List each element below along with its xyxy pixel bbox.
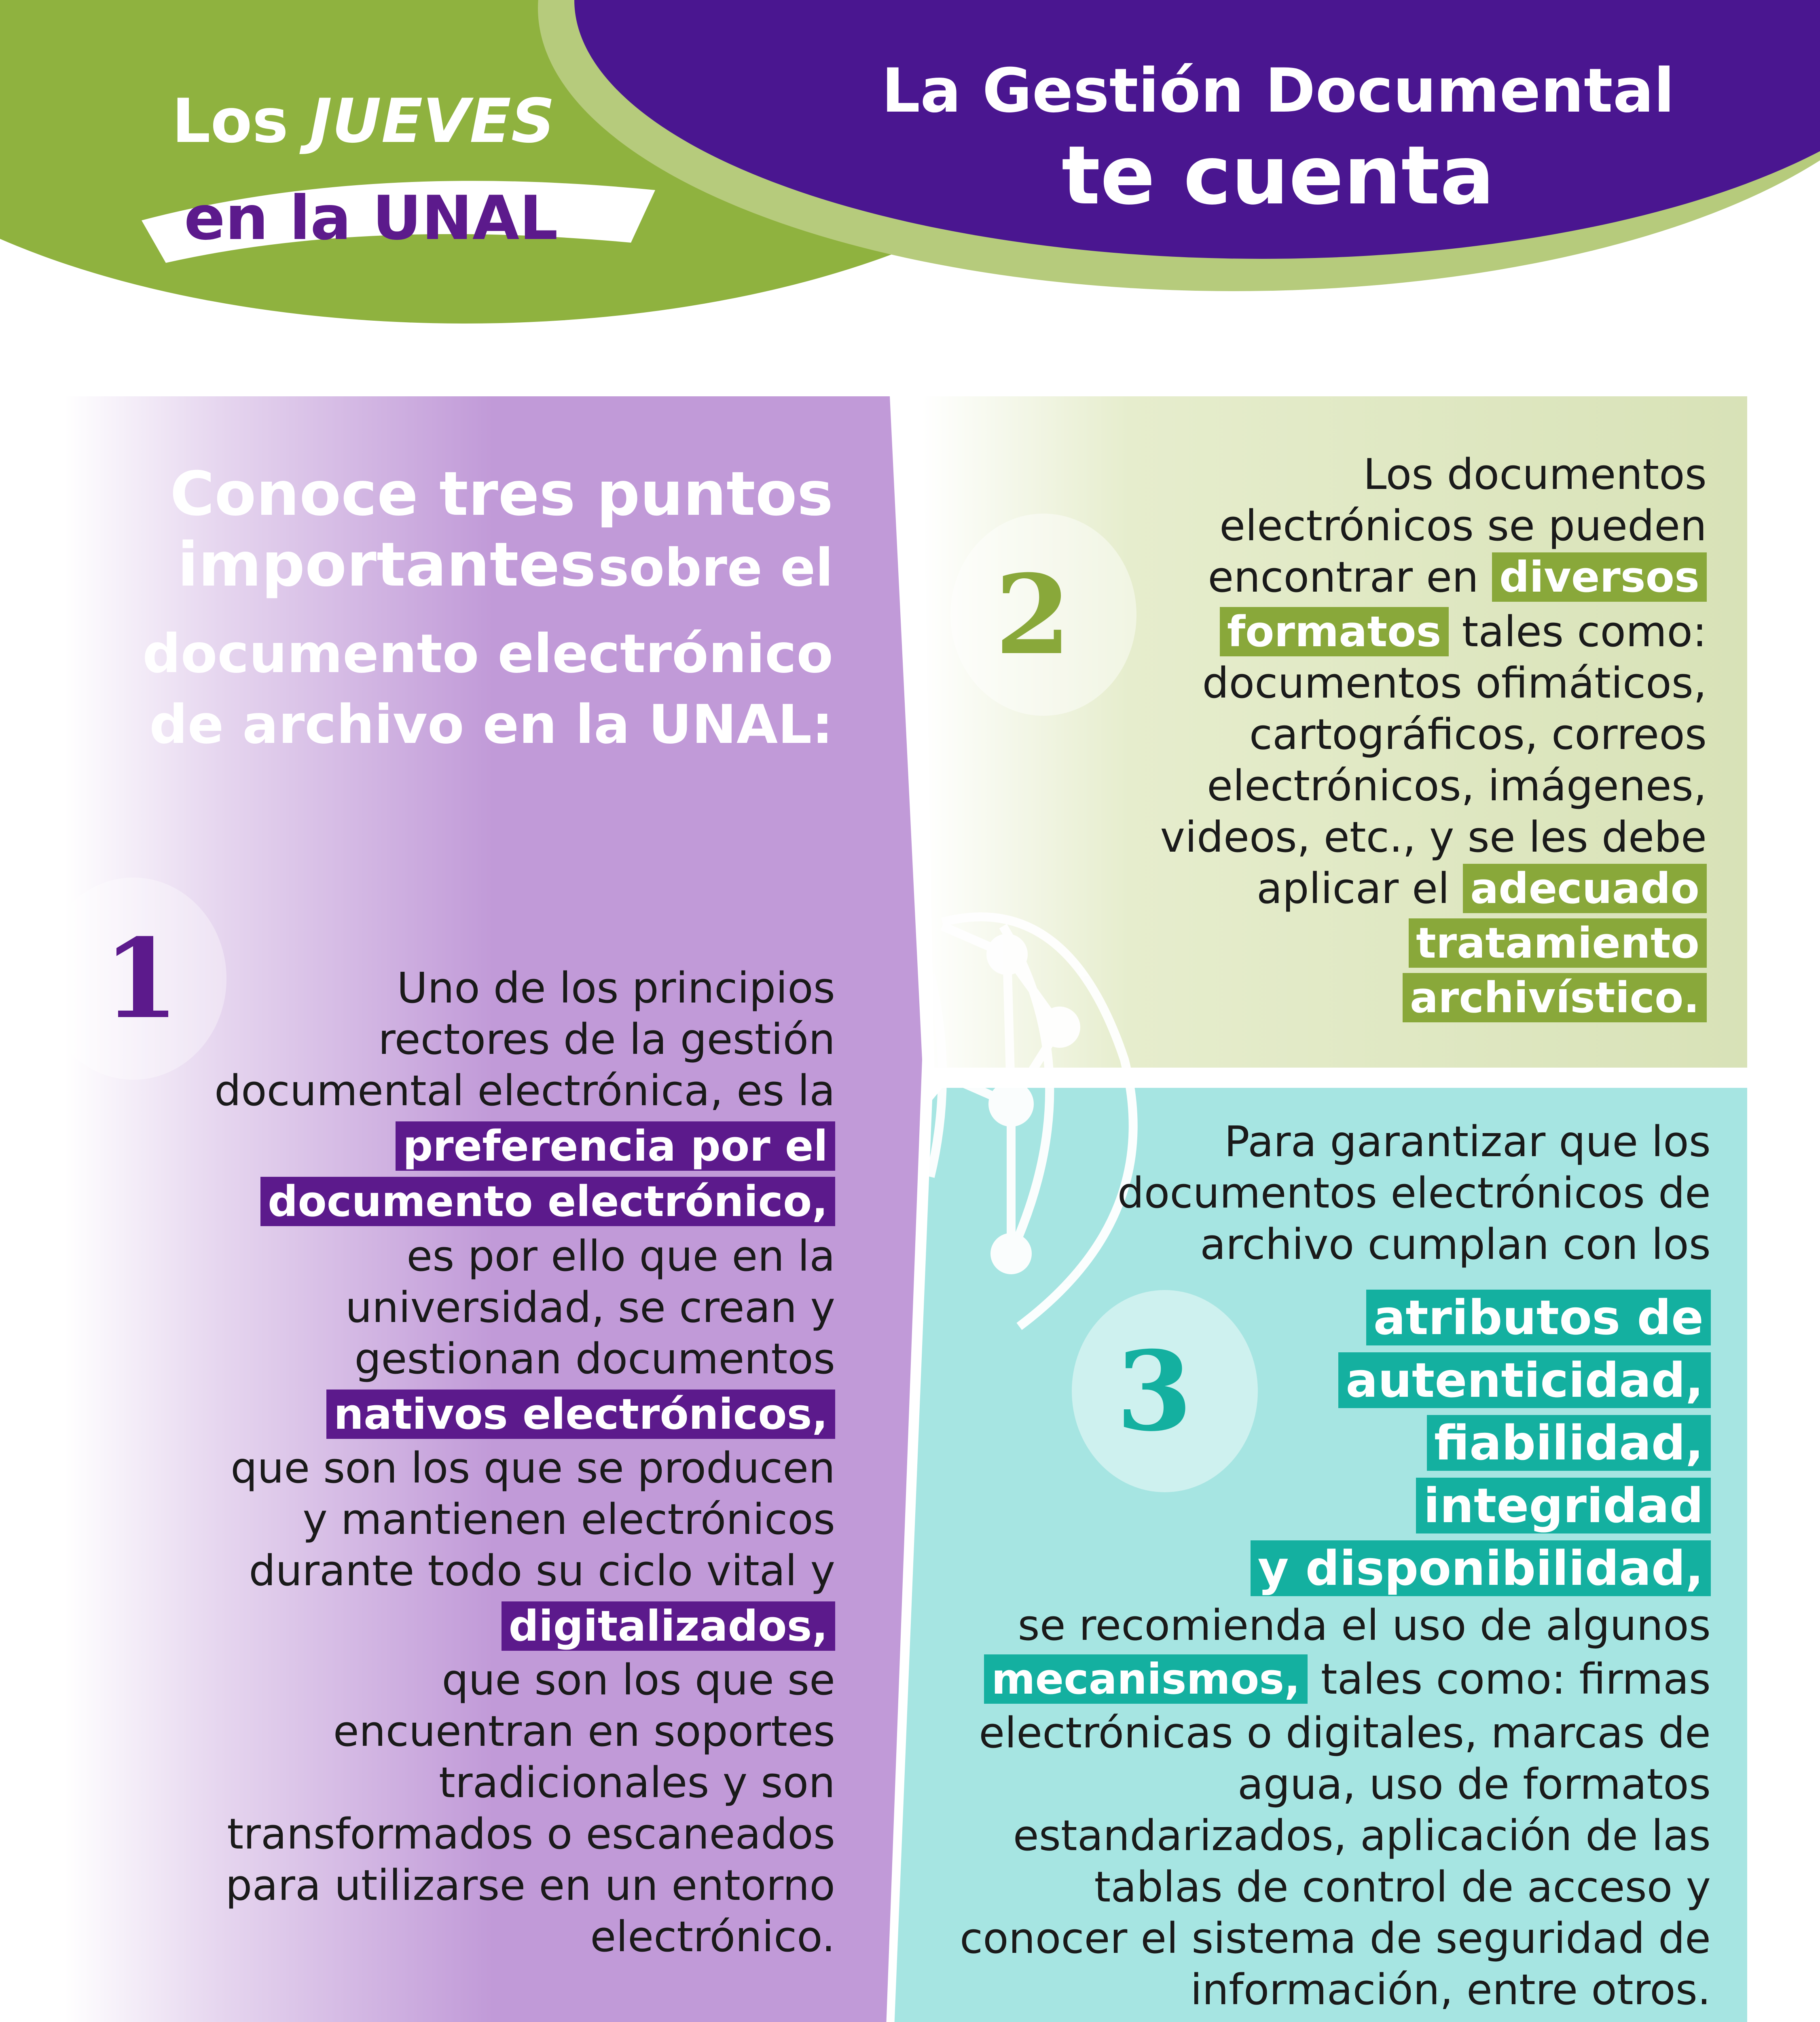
highlight-autenticidad: autenticidad, <box>1338 1352 1711 1408</box>
point2-number: 2 <box>995 550 1071 679</box>
jueves-badge <box>172 86 617 254</box>
highlight-archivistico: archivístico. <box>1403 973 1707 1022</box>
highlight-documento-electronico: documento electrónico, <box>260 1177 835 1226</box>
highlight-nativos: nativos electrónicos, <box>326 1390 835 1439</box>
point2-text: Los documentos electrónicos se pueden encontrar en diversos formatos tales como: documentos ofimáticos, cartográficos, correos electrónicos, imágenes, videos, etc., y se les debe aplicar el adecuado tratamiento archivístico. <box>1160 450 1707 1022</box>
highlight-diversos: diversos <box>1492 552 1707 602</box>
highlight-preferencia: preferencia por el <box>396 1121 835 1171</box>
intro-heading: Conoce tres puntos importantes sobre el documento electrónico de archivo en la UNAL: <box>93 459 833 760</box>
highlight-integridad: integridad <box>1416 1478 1711 1533</box>
point3-number: 3 <box>1116 1327 1192 1455</box>
highlight-fiabilidad: fiabilidad, <box>1427 1415 1711 1471</box>
highlight-formatos: formatos <box>1220 607 1449 656</box>
page-title: La Gestión Documental te cuenta <box>881 56 1675 223</box>
point1-number: 1 <box>103 914 179 1043</box>
highlight-digitalizados: digitalizados, <box>502 1601 835 1651</box>
highlight-disponibilidad: y disponibilidad, <box>1251 1540 1711 1596</box>
badge-line1: Los JUEVES <box>172 86 555 157</box>
point3-text: Para garantizar que los documentos electrónicos de archivo cumplan con los atributos de autenticidad, fiabilidad, integridad y disponibilidad, se recomienda el uso de algunos mecanismos, tales como: firmas electrónicas o digitales, marcas de agua, uso de formatos estandarizados, aplicación de las tablas de control de acceso y conocer el sistema de seguridad de información, entre otros. <box>959 1117 1711 2014</box>
badge-line2: en la UNAL <box>184 183 558 254</box>
highlight-adecuado: adecuado <box>1463 864 1707 913</box>
point1-text: Uno de los principios rectores de la gestión documental electrónica, es la preferencia por el documento electrónico, es por ello que en la universidad, se crean y gestionan documentos nativos electrónicos, que son los que se producen y mantienen electrónicos durante todo su ciclo vital y digitalizados, que son los que se encuentran en soportes tradicionales y son transformados o escaneados para utilizarse en un entorno electrónico. <box>214 963 835 1961</box>
highlight-mecanismos: mecanismos, <box>984 1654 1308 1704</box>
intro-line2: importantes sobre el <box>177 530 833 600</box>
highlight-tratamiento: tratamiento <box>1409 918 1707 968</box>
highlight-atributos: atributos de <box>1366 1290 1711 1345</box>
